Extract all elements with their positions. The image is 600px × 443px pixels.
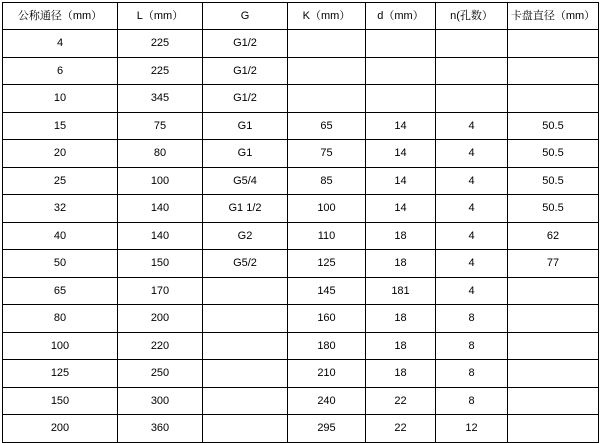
cell-d: 18 [366,305,436,333]
cell-d [366,30,436,58]
cell-thread: G1 1/2 [203,195,288,223]
cell-hole-count: 4 [436,277,508,305]
cell-length: 140 [118,222,203,250]
cell-chuck-diameter: 62 [508,222,599,250]
cell-length: 360 [118,415,203,443]
column-header-k: K（mm） [288,3,366,30]
cell-nominal-diameter: 100 [3,332,118,360]
cell-d: 18 [366,222,436,250]
column-header-d: d（mm） [366,3,436,30]
cell-chuck-diameter [508,85,599,113]
cell-nominal-diameter: 50 [3,250,118,278]
cell-d: 22 [366,415,436,443]
cell-nominal-diameter: 10 [3,85,118,113]
table-header-row [3,3,599,30]
cell-chuck-diameter: 50.5 [508,112,599,140]
cell-d [366,85,436,113]
cell-length: 100 [118,167,203,195]
table-row [3,112,599,140]
cell-nominal-diameter: 40 [3,222,118,250]
cell-nominal-diameter: 200 [3,415,118,443]
cell-hole-count: 4 [436,112,508,140]
cell-length: 345 [118,85,203,113]
cell-chuck-diameter [508,360,599,388]
cell-d [366,57,436,85]
table-row [3,140,599,168]
column-header-chuck-diameter: 卡盘直径（mm） [508,3,599,30]
cell-nominal-diameter: 20 [3,140,118,168]
cell-d: 14 [366,112,436,140]
table-body [3,3,599,443]
cell-thread [203,360,288,388]
cell-hole-count [436,57,508,85]
cell-chuck-diameter: 77 [508,250,599,278]
table-row [3,222,599,250]
cell-d: 18 [366,360,436,388]
cell-length: 80 [118,140,203,168]
cell-chuck-diameter: 50.5 [508,167,599,195]
cell-d: 22 [366,387,436,415]
cell-d: 181 [366,277,436,305]
cell-d: 14 [366,195,436,223]
cell-hole-count: 8 [436,332,508,360]
column-header-length: L（mm） [118,3,203,30]
cell-chuck-diameter [508,332,599,360]
column-header-thread: G [203,3,288,30]
table-row [3,415,599,443]
cell-length: 150 [118,250,203,278]
cell-k: 145 [288,277,366,305]
table-row [3,250,599,278]
cell-nominal-diameter: 65 [3,277,118,305]
cell-hole-count: 4 [436,250,508,278]
cell-chuck-diameter: 50.5 [508,140,599,168]
cell-thread [203,332,288,360]
cell-nominal-diameter: 15 [3,112,118,140]
cell-d: 14 [366,167,436,195]
cell-thread: G1/2 [203,85,288,113]
cell-chuck-diameter: 50.5 [508,195,599,223]
cell-thread: G1/2 [203,30,288,58]
cell-length: 250 [118,360,203,388]
cell-d: 18 [366,332,436,360]
cell-chuck-diameter [508,415,599,443]
table-row [3,195,599,223]
cell-k: 295 [288,415,366,443]
cell-length: 170 [118,277,203,305]
cell-nominal-diameter: 150 [3,387,118,415]
cell-hole-count: 12 [436,415,508,443]
cell-k [288,85,366,113]
cell-thread [203,277,288,305]
cell-nominal-diameter: 4 [3,30,118,58]
cell-hole-count: 4 [436,167,508,195]
cell-k: 85 [288,167,366,195]
cell-k: 160 [288,305,366,333]
cell-k: 180 [288,332,366,360]
table-row [3,167,599,195]
cell-hole-count: 4 [436,140,508,168]
cell-nominal-diameter: 125 [3,360,118,388]
specification-table [2,2,599,443]
table-row [3,277,599,305]
cell-chuck-diameter [508,387,599,415]
cell-length: 220 [118,332,203,360]
cell-chuck-diameter [508,57,599,85]
cell-hole-count: 8 [436,305,508,333]
cell-d: 18 [366,250,436,278]
cell-nominal-diameter: 25 [3,167,118,195]
cell-thread: G5/4 [203,167,288,195]
table-row [3,57,599,85]
cell-thread: G1 [203,140,288,168]
cell-hole-count: 4 [436,222,508,250]
table-row [3,85,599,113]
cell-chuck-diameter [508,305,599,333]
cell-length: 200 [118,305,203,333]
cell-hole-count [436,85,508,113]
cell-k: 125 [288,250,366,278]
cell-thread: G1 [203,112,288,140]
cell-nominal-diameter: 6 [3,57,118,85]
cell-k [288,30,366,58]
cell-length: 225 [118,30,203,58]
table-row [3,360,599,388]
cell-length: 225 [118,57,203,85]
cell-chuck-diameter [508,30,599,58]
cell-thread: G5/2 [203,250,288,278]
cell-thread [203,305,288,333]
cell-nominal-diameter: 32 [3,195,118,223]
cell-k: 210 [288,360,366,388]
cell-k [288,57,366,85]
cell-hole-count: 4 [436,195,508,223]
cell-hole-count: 8 [436,387,508,415]
cell-k: 240 [288,387,366,415]
cell-nominal-diameter: 80 [3,305,118,333]
cell-k: 65 [288,112,366,140]
table-row [3,305,599,333]
table-row [3,332,599,360]
table-row [3,387,599,415]
cell-k: 75 [288,140,366,168]
cell-d: 14 [366,140,436,168]
cell-hole-count [436,30,508,58]
cell-length: 140 [118,195,203,223]
cell-thread: G1/2 [203,57,288,85]
cell-length: 75 [118,112,203,140]
cell-thread [203,415,288,443]
column-header-nominal-diameter: 公称通径（mm） [3,3,118,30]
cell-hole-count: 8 [436,360,508,388]
column-header-hole-count: n(孔数） [436,3,508,30]
table-row [3,30,599,58]
cell-thread [203,387,288,415]
cell-chuck-diameter [508,277,599,305]
cell-length: 300 [118,387,203,415]
cell-k: 110 [288,222,366,250]
cell-k: 100 [288,195,366,223]
cell-thread: G2 [203,222,288,250]
